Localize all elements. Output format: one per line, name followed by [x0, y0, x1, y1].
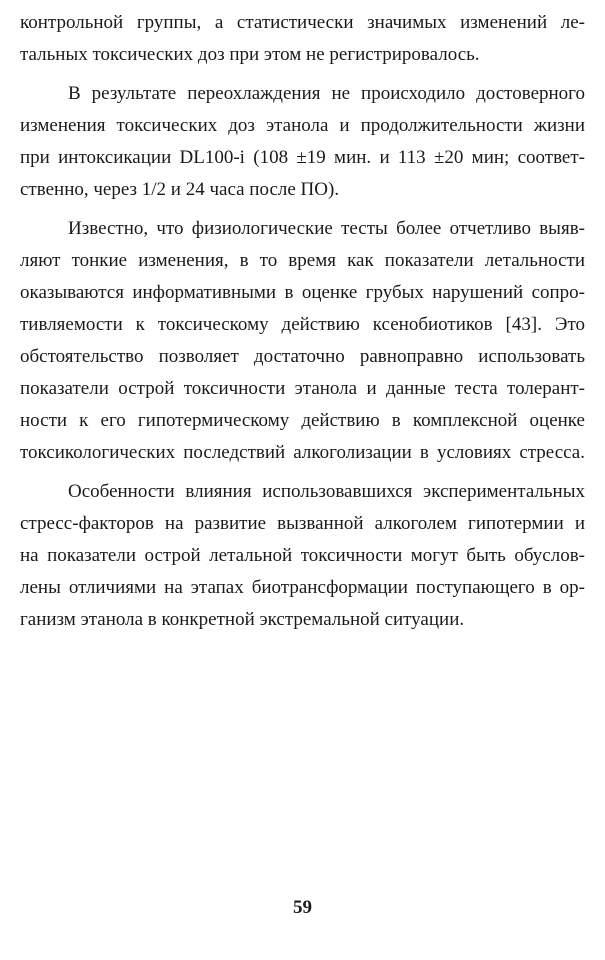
text-line: оказываются информативными в оценке грубых нарушений сопро-: [20, 282, 585, 303]
text-line: лены отличиями на этапах биотрансформации поступающего в ор-: [20, 577, 585, 598]
text-line: ганизм этанола в конкретной экстремальной ситуации.: [20, 609, 465, 630]
text-line: В результате переохлаждения не происходило достоверного: [68, 83, 585, 104]
text-line: при интоксикации DL100-i (108 ±19 мин. и 113 ±20 мин; соответ-: [20, 147, 585, 168]
text-line: контрольной группы, а статистически значимых изменений ле-: [20, 12, 585, 33]
text-line: на показатели острой летальной токсичности могут быть обуслов-: [20, 545, 585, 566]
page-number: 59: [293, 897, 312, 918]
text-line: Особенности влияния использовавшихся экспериментальных: [68, 481, 585, 502]
text-line: тивляемости к токсическому действию ксенобиотиков [43]. Это: [20, 314, 585, 335]
text-line: ности к его гипотермическому действию в комплексной оценке: [20, 410, 585, 431]
text-line: ственно, через 1/2 и 24 часа после ПО).: [20, 179, 340, 200]
text-line: показатели острой токсичности этанола и данные теста толерант-: [20, 378, 585, 399]
text-line: токсикологических последствий алкоголизации в условиях стресса.: [20, 442, 585, 463]
text-line: Известно, что физиологические тесты более отчетливо выяв-: [68, 218, 585, 239]
text-line: обстоятельство позволяет достаточно равноправно использовать: [20, 346, 585, 367]
text-line: тальных токсических доз при этом не регистрировалось.: [20, 44, 480, 65]
text-line: изменения токсических доз этанола и продолжительности жизни: [20, 115, 585, 136]
text-line: ляют тонкие изменения, в то время как показатели летальности: [20, 250, 585, 271]
text-line: стресс-факторов на развитие вызванной алкоголем гипотермии и: [20, 513, 585, 534]
